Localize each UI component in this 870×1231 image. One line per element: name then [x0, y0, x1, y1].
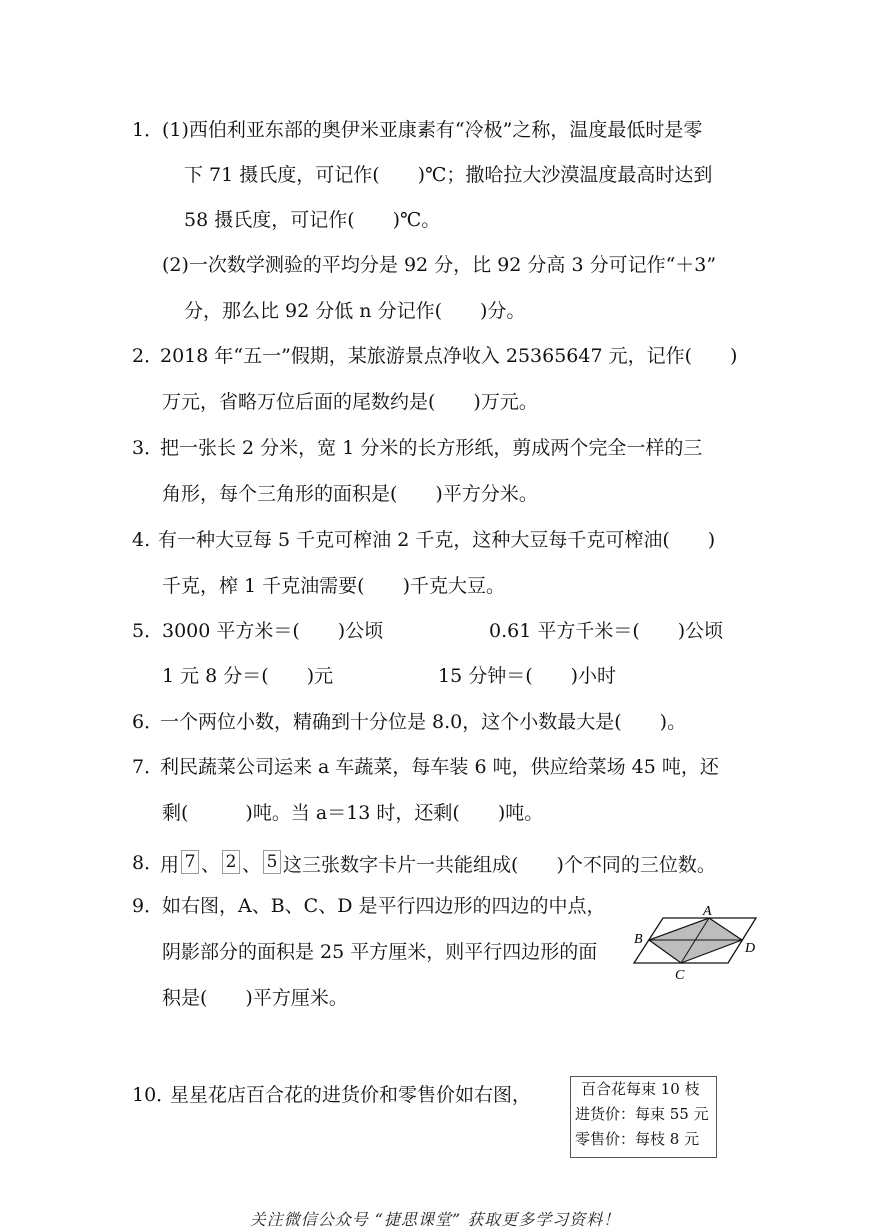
separator: 、 — [242, 854, 262, 876]
question-text: 剩( )吨。当 a＝13 时，还剩( )吨。 — [162, 802, 544, 824]
question-text: 分，那么比 92 分低 n 分记作( )分。 — [184, 300, 526, 322]
question-number: 2． — [132, 345, 164, 367]
question-number: 6． — [132, 711, 164, 733]
question-text: 利民蔬菜公司运来 a 车蔬菜，每车装 6 吨，供应给菜场 45 吨，还 — [160, 756, 719, 778]
question-text: 千克，榨 1 千克油需要( )千克大豆。 — [162, 575, 505, 597]
question-number: 8． — [132, 852, 164, 874]
digit-card: 7 — [181, 850, 199, 874]
question-number: 7． — [132, 756, 164, 778]
question-text: 2018 年“五一”假期，某旅游景点净收入 25365647 元，记作( ) — [160, 345, 738, 367]
question-number: 1． — [132, 119, 164, 141]
footer-note: 关注微信公众号 “捷思课堂” 获取更多学习资料！ — [249, 1210, 621, 1229]
question-text: 1 元 8 分＝( )元 — [162, 665, 334, 687]
question-text: 有一种大豆每 5 千克可榨油 2 千克，这种大豆每千克可榨油( ) — [158, 529, 716, 551]
digit-card: 2 — [222, 850, 240, 874]
question-text: (1)西伯利亚东部的奥伊米亚康素有“冷极”之称，温度最低时是零 — [162, 119, 703, 141]
price-box-line: 进货价：每束 55 元 — [575, 1105, 709, 1123]
question-text: 如右图，A、B、C、D 是平行四边形的四边的中点， — [162, 895, 606, 917]
digit-card: 5 — [263, 850, 281, 874]
label-a: A — [703, 904, 712, 919]
question-text: 下 71 摄氏度，可记作( )℃；撒哈拉大沙漠温度最高时达到 — [184, 164, 713, 186]
question-text: 星星花店百合花的进货价和零售价如右图， — [170, 1084, 532, 1106]
question-text: 把一张长 2 分米，宽 1 分米的长方形纸，剪成两个完全一样的三 — [160, 437, 703, 459]
question-text: 一个两位小数，精确到十分位是 8.0，这个小数最大是( )。 — [160, 711, 687, 733]
question-number: 9． — [132, 895, 164, 917]
question-number: 3． — [132, 437, 164, 459]
label-c: C — [675, 968, 685, 983]
question-number: 4. — [132, 529, 151, 551]
question-text: 15 分钟＝( )小时 — [438, 665, 617, 687]
question-text: 角形，每个三角形的面积是( )平方分米。 — [162, 483, 538, 505]
parallelogram-figure — [628, 900, 763, 985]
question-text: 积是( )平方厘米。 — [162, 987, 348, 1009]
question-number: 5． — [132, 620, 164, 642]
label-b: B — [634, 932, 643, 947]
question-text: 3000 平方米＝( )公顷 — [162, 620, 384, 642]
question-text — [160, 850, 716, 878]
price-box — [570, 1076, 717, 1158]
question-text: 万元，省略万位后面的尾数约是( )万元。 — [162, 391, 538, 413]
question-text: (2)一次数学测验的平均分是 92 分，比 92 分高 3 分可记作“＋3” — [162, 254, 717, 276]
question-text: 阴影部分的面积是 25 平方厘米，则平行四边形的面 — [162, 941, 598, 963]
price-box-line: 百合花每束 10 枝 — [581, 1080, 700, 1098]
question-text-suffix: 这三张数字卡片一共能组成( )个不同的三位数。 — [283, 854, 716, 876]
label-d: D — [745, 941, 756, 956]
question-text: 0.61 平方千米＝( )公顷 — [489, 620, 724, 642]
question-text-prefix: 用 — [160, 854, 180, 876]
separator: 、 — [201, 854, 221, 876]
question-number: 10． — [132, 1084, 176, 1106]
question-text: 58 摄氏度，可记作( )℃。 — [184, 209, 441, 231]
price-box-line: 零售价：每枝 8 元 — [575, 1130, 700, 1148]
